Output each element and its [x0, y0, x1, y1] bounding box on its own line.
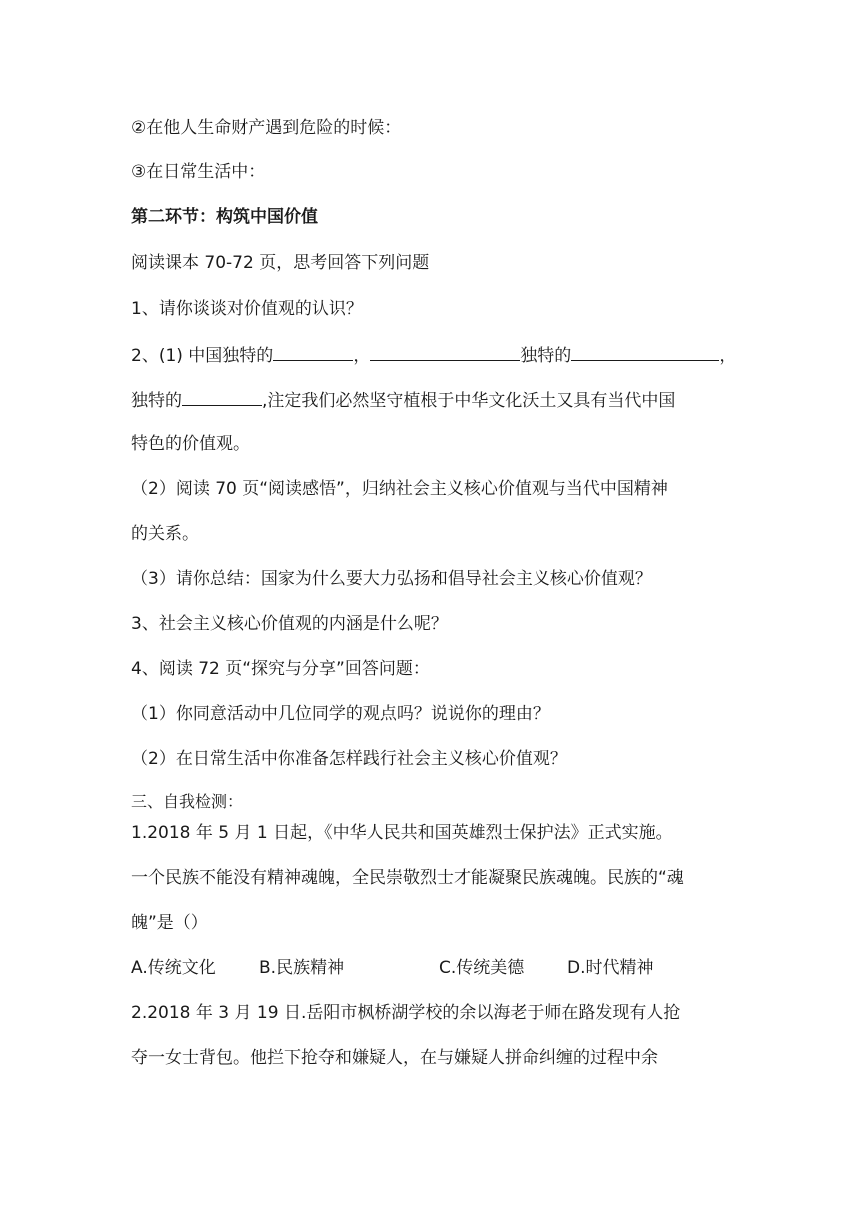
text-line: （2）阅读 70 页“阅读感悟”，归纳社会主义核心价值观与当代中国精神 — [131, 479, 668, 499]
answer-blank[interactable] — [182, 387, 262, 406]
text-line: 魄”是（） — [131, 913, 208, 933]
text-line: 2.2018 年 3 月 19 日.岳阳市枫桥湖学校的余以海老于师在路发现有人抢 — [131, 1003, 681, 1023]
option-c[interactable]: C.传统美德 — [439, 958, 525, 978]
text-span: 独特的 — [131, 391, 182, 411]
section-heading: 第二环节：构筑中国价值 — [131, 207, 318, 227]
text-line: 一个民族不能没有精神魂魄，全民崇敬烈士才能凝聚民族魂魄。民族的“魂 — [131, 868, 684, 888]
text-line: 1.2018 年 5 月 1 日起，《中华人民共和国英雄烈士保护法》正式实施。 — [131, 823, 673, 843]
text-line: 的关系。 — [131, 524, 199, 544]
option-a[interactable]: A.传统文化 — [131, 958, 216, 978]
answer-blank[interactable] — [571, 342, 719, 361]
answer-options — [131, 956, 731, 980]
text-span: 独特的 — [520, 346, 572, 366]
text-line: ③在日常生活中： — [131, 162, 266, 182]
text-line: （2）在日常生活中你准备怎样践行社会主义核心价值观？ — [131, 749, 567, 769]
question-2-line-1 — [131, 342, 737, 368]
question-1: 1、请你谈谈对价值观的认识？ — [131, 299, 363, 319]
text-span: 2、(1) 中国独特的 — [131, 346, 274, 366]
text-span: ,注定我们必然坚守植根于中华文化沃土又具有当代中国 — [262, 391, 676, 411]
option-b[interactable]: B.民族精神 — [259, 958, 345, 978]
text-span: ， — [353, 346, 371, 366]
text-line: 夺一女士背包。他拦下抢夺和嫌疑人，在与嫌疑人拼命纠缠的过程中余 — [131, 1048, 658, 1068]
text-line: 阅读课本 70-72 页，思考回答下列问题 — [131, 253, 430, 273]
option-d[interactable]: D.时代精神 — [567, 958, 654, 978]
text-span: ， — [719, 346, 737, 366]
answer-blank[interactable] — [370, 342, 520, 361]
text-line: （3）请你总结：国家为什么要大力弘扬和倡导社会主义核心价值观？ — [131, 569, 652, 589]
question-4: 4、阅读 72 页“探究与分享”回答问题： — [131, 659, 430, 679]
answer-blank[interactable] — [273, 342, 353, 361]
text-line: ②在他人生命财产遇到危险的时候： — [131, 118, 402, 138]
question-3: 3、社会主义核心价值观的内涵是什么呢？ — [131, 614, 448, 634]
question-2-line-2 — [131, 387, 731, 413]
text-line: （1）你同意活动中几位同学的观点吗？说说你的理由？ — [131, 704, 550, 724]
text-line: 特色的价值观。 — [131, 434, 250, 454]
section-heading: 三、自我检测： — [131, 792, 244, 811]
